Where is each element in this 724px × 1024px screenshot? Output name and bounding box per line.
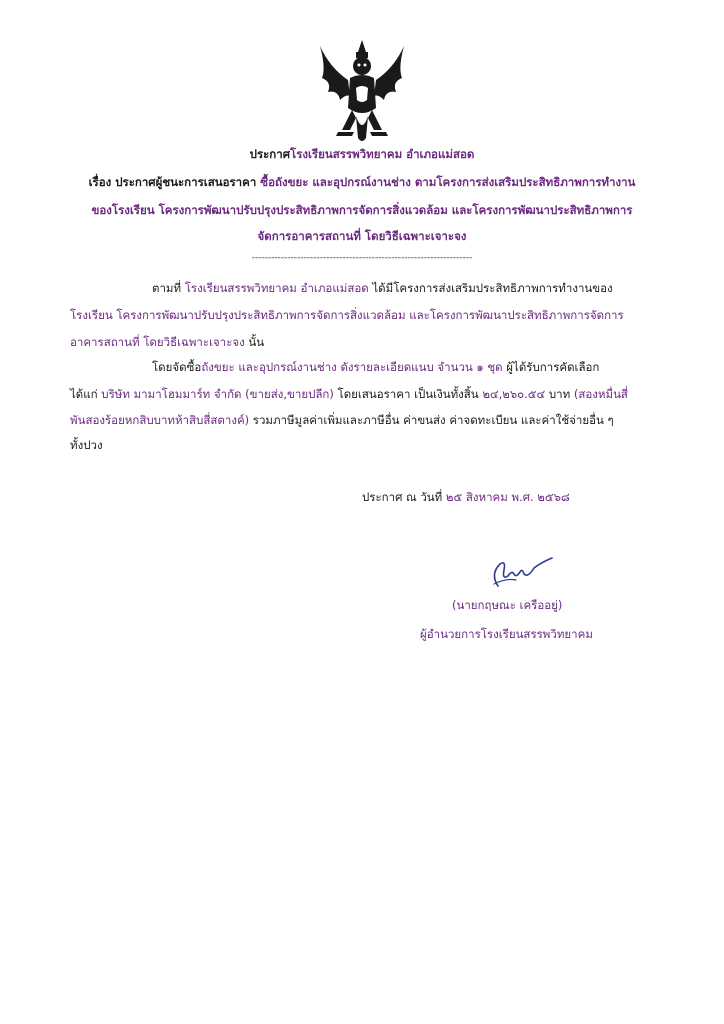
paragraph-2-line-4: ทั้งปวง — [70, 438, 103, 452]
announcement-title — [40, 146, 684, 164]
date-label: ประกาศ ณ วันที่ — [362, 490, 446, 504]
p2-price-words-end: พันสองร้อยหกสิบบาทห้าสิบสี่สตางค์) — [70, 413, 250, 427]
p2-items: ถังขยะ และอุปกรณ์งานช่าง ดังรายละเอียดแนบ จำนวน ๑ ชุด — [201, 360, 503, 374]
garuda-emblem-icon — [312, 38, 412, 148]
p2-text-c: ผู้ได้รับการคัดเลือก — [502, 360, 600, 374]
paragraph-1-line-1 — [152, 280, 613, 298]
paragraph-2-line-2 — [70, 386, 628, 404]
subject-line-2: ของโรงเรียน โครงการพัฒนาปรับปรุงประสิทธิภาพการจัดการสิ่งแวดล้อม และโครงการพัฒนาประสิทธิภาพการ — [91, 203, 633, 217]
p2-baht: บาท — [545, 387, 574, 401]
p2-winner-label: ได้แก่ — [70, 387, 102, 401]
p2-price-words-start: (สองหมื่นสี่ — [573, 387, 628, 401]
paragraph-2-line-1 — [152, 359, 599, 377]
p1-text-a: ตามที่ — [152, 281, 185, 295]
divider: -------------------------------------------------------------------- — [251, 253, 473, 263]
subject-line-1 — [40, 174, 684, 192]
paragraph-1-line-3 — [70, 334, 264, 352]
p2-winner-name: บริษัท มามาโฮมมาร์ท จำกัด (ขายส่ง,ขายปลีก) — [101, 387, 334, 401]
signer-title: ผู้อำนวยการโรงเรียนสรรพวิทยาคม — [420, 627, 593, 641]
p1-text-c: ได้มีโครงการส่งเสริมประสิทธิภาพการทำงานของ — [368, 281, 613, 295]
p2-text-a: โดยจัดซื้อ — [152, 360, 202, 374]
p2-tax-note: รวมภาษีมูลค่าเพิ่มและภาษีอื่น ค่าขนส่ง ค่าจดทะเบียน และค่าใช้จ่ายอื่น ๆ — [249, 413, 614, 427]
subject-line-3: จัดการอาคารสถานที่ โดยวิธีเฉพาะเจาะจง — [257, 229, 467, 243]
title-school: โรงเรียนสรรพวิทยาคม อำเภอแม่สอด — [290, 147, 475, 161]
signer-name: (นายกฤษณะ เครืออยู่) — [452, 598, 563, 612]
p1-end: นั้น — [244, 335, 265, 349]
title-prefix: ประกาศ — [249, 147, 291, 161]
p2-price-label: โดยเสนอราคา เป็นเงินทั้งสิ้น — [333, 387, 483, 401]
signature-icon — [486, 556, 556, 592]
paragraph-2-line-3 — [70, 412, 614, 430]
paragraph-1-line-2: โรงเรียน โครงการพัฒนาปรับปรุงประสิทธิภาพการจัดการสิ่งแวดล้อม และโครงการพัฒนาประสิทธิภาพการจัดการ — [70, 308, 624, 322]
p1-school: โรงเรียนสรรพวิทยาคม อำเภอแม่สอด — [184, 281, 369, 295]
subject-label: เรื่อง ประกาศผู้ชนะการเสนอราคา — [88, 175, 257, 189]
p2-price-value: ๒๔,๒๖๐.๕๔ — [482, 387, 546, 401]
announcement-date — [362, 489, 570, 507]
date-value: ๒๕ สิงหาคม พ.ศ. ๒๕๖๘ — [445, 490, 570, 504]
subject-text-1: ซื้อถังขยะ และอุปกรณ์งานช่าง ตามโครงการส่งเสริมประสิทธิภาพการทำงาน — [256, 175, 636, 189]
p1-project-tail: อาคารสถานที่ โดยวิธีเฉพาะเจาะจง — [70, 335, 245, 349]
